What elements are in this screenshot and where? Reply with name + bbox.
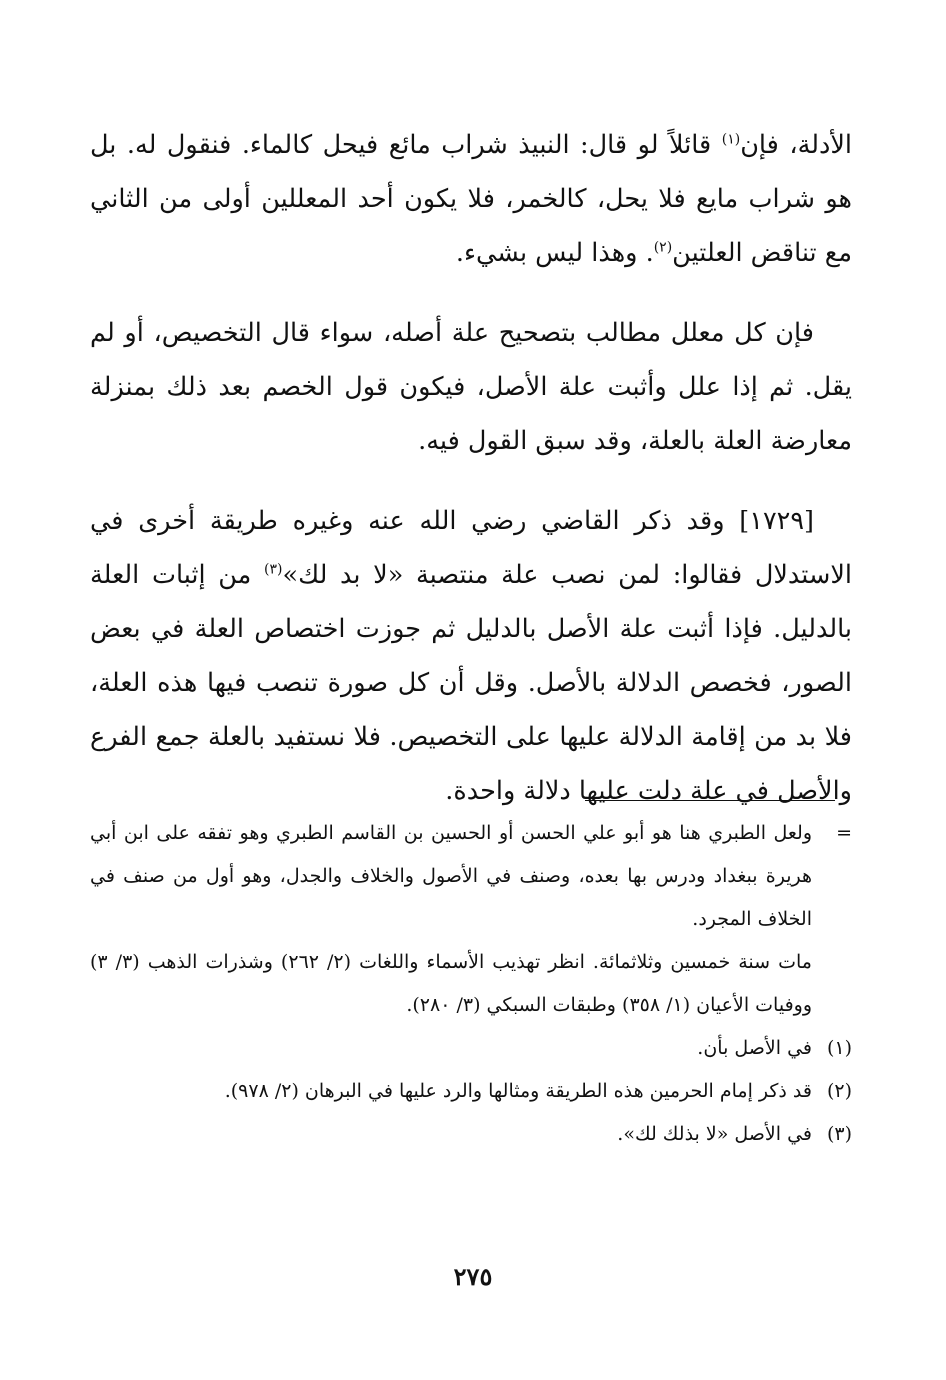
continuation-marker: = [836, 822, 852, 844]
footnotes [90, 812, 852, 1156]
footnote-2 [90, 1070, 852, 1113]
footnote-continuation-line-1: ولعل الطبري هنا هو أبو علي الحسن أو الحسين بن القاسم الطبري وهو تفقه على ابن أبي هريرة ببغداد ودرس بها بعده، وصنف في الأصول والخلاف والجدل، وهو أول من صنف في الخلاف المجرد. [90, 822, 812, 930]
footnote-1 [90, 1027, 852, 1070]
footnote-divider [585, 800, 835, 801]
footnote-1-text: في الأصل بأن. [697, 1037, 812, 1059]
paragraph-1-part-b: قائلاً لو قال: النبيذ شراب مائع فيحل كالماء. فنقول له. بل هو شراب مايع فلا يحل، كالخمر، فلا يكون أحد المعللين أولى من الثاني مع تناقض العلتين [90, 130, 852, 268]
footnote-3 [90, 1113, 852, 1156]
paragraph-2: فإن كل معلل مطالب بتصحيح علة أصله، سواء قال التخصيص، أو لم يقل. ثم إذا علل وأثبت علة الأصل، فيكون قول الخصم بعد ذلك بمنزلة معارضة العلة بالعلة، وقد سبق القول فيه. [90, 318, 852, 456]
footnote-3-marker: (٣) [826, 1123, 852, 1145]
footnote-ref-1[interactable]: (١) [721, 131, 741, 148]
footnote-continuation-line-2: مات سنة خمسين وثلاثمائة. انظر تهذيب الأسماء واللغات (٢/ ٢٦٢) وشذرات الذهب (٣/ ٣) ووفيات الأعيان (١/ ٣٥٨) وطبقات السبكي (٣/ ٢٨٠). [90, 951, 812, 1016]
paragraph-3 [90, 494, 852, 818]
footnote-1-marker: (١) [826, 1037, 852, 1059]
footnote-2-marker: (٢) [826, 1080, 852, 1102]
footnote-ref-3[interactable]: (٣) [264, 561, 283, 578]
paragraph-1-part-c: . وهذا ليس بشيء. [455, 238, 654, 268]
main-text [90, 118, 852, 844]
footnote-3-text: في الأصل «لا بذلك لك». [617, 1123, 812, 1145]
paragraph-3-part-b: من إثبات العلة بالدليل. فإذا أثبت علة الأصل بالدليل ثم جوزت اختصاص العلة في بعض الصور، فخصص الدلالة بالأصل. وقل أن كل صورة تنصب فيها هذه العلة، فلا بد من إقامة الدلالة عليها على التخصيص. فلا نستفيد بالعلة جمع الفرع والأصل في علة دلت عليها دلالة واحدة. [90, 560, 852, 806]
footnote-ref-2[interactable]: (٢) [653, 239, 673, 256]
paragraph-1-part-a: الأدلة، فإن [740, 130, 852, 160]
footnote-continuation [90, 812, 852, 1027]
page-number: ٢٧٥ [453, 1262, 493, 1291]
paragraph-1 [90, 118, 852, 280]
paragraph-3-part-a: [١٧٢٩] وقد ذكر القاضي رضي الله عنه وغيره طريقة أخرى في الاستدلال فقالوا: لمن نصب علة منتصبة «لا بد لك» [90, 506, 852, 590]
footnote-2-text: قد ذكر إمام الحرمين هذه الطريقة ومثالها والرد عليها في البرهان (٢/ ٩٧٨). [224, 1080, 812, 1102]
